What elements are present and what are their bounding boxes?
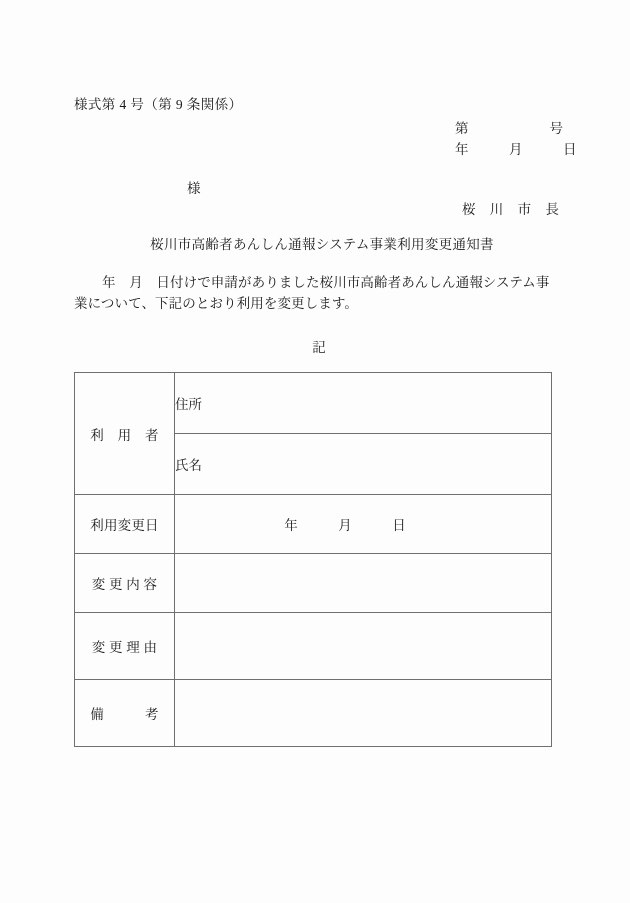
- field-change-reason[interactable]: [175, 613, 552, 680]
- document-number-field: 第 号: [455, 121, 563, 136]
- ki-mark: 記: [312, 340, 326, 355]
- change-date-placeholder: 年 月 日: [284, 518, 406, 533]
- body-paragraph: 年 月 日付けで申請がありました桜川市高齢者あんしん通報システム事業について、下記のとおり利用を変更します。: [74, 275, 550, 311]
- notification-detail-table: [74, 372, 552, 747]
- table-row-user-address: [75, 373, 552, 434]
- row-label-change-date: 利用変更日: [75, 495, 175, 554]
- table-row-change-content: [75, 554, 552, 613]
- table-row-change-reason: [75, 613, 552, 680]
- row-label-remarks: 備 考: [75, 680, 175, 747]
- row-label-change-reason: 変 更 理 由: [75, 613, 175, 680]
- document-date-field: 年 月 日: [455, 142, 577, 157]
- field-change-date[interactable]: [175, 495, 552, 554]
- row-label-user: 利 用 者: [75, 373, 175, 495]
- addressee-suffix: 様: [187, 181, 201, 196]
- table-row-change-date: [75, 495, 552, 554]
- field-user-address[interactable]: 住所: [175, 373, 552, 434]
- row-label-change-content: 変 更 内 容: [75, 554, 175, 613]
- field-change-content[interactable]: [175, 554, 552, 613]
- issuer-name: 桜 川 市 長: [462, 202, 560, 217]
- field-user-name[interactable]: 氏名: [175, 434, 552, 495]
- document-title: 桜川市高齢者あんしん通報システム事業利用変更通知書: [150, 237, 494, 252]
- table-row-remarks: [75, 680, 552, 747]
- form-number: 様式第 4 号（第 9 条関係）: [74, 97, 243, 112]
- field-remarks[interactable]: [175, 680, 552, 747]
